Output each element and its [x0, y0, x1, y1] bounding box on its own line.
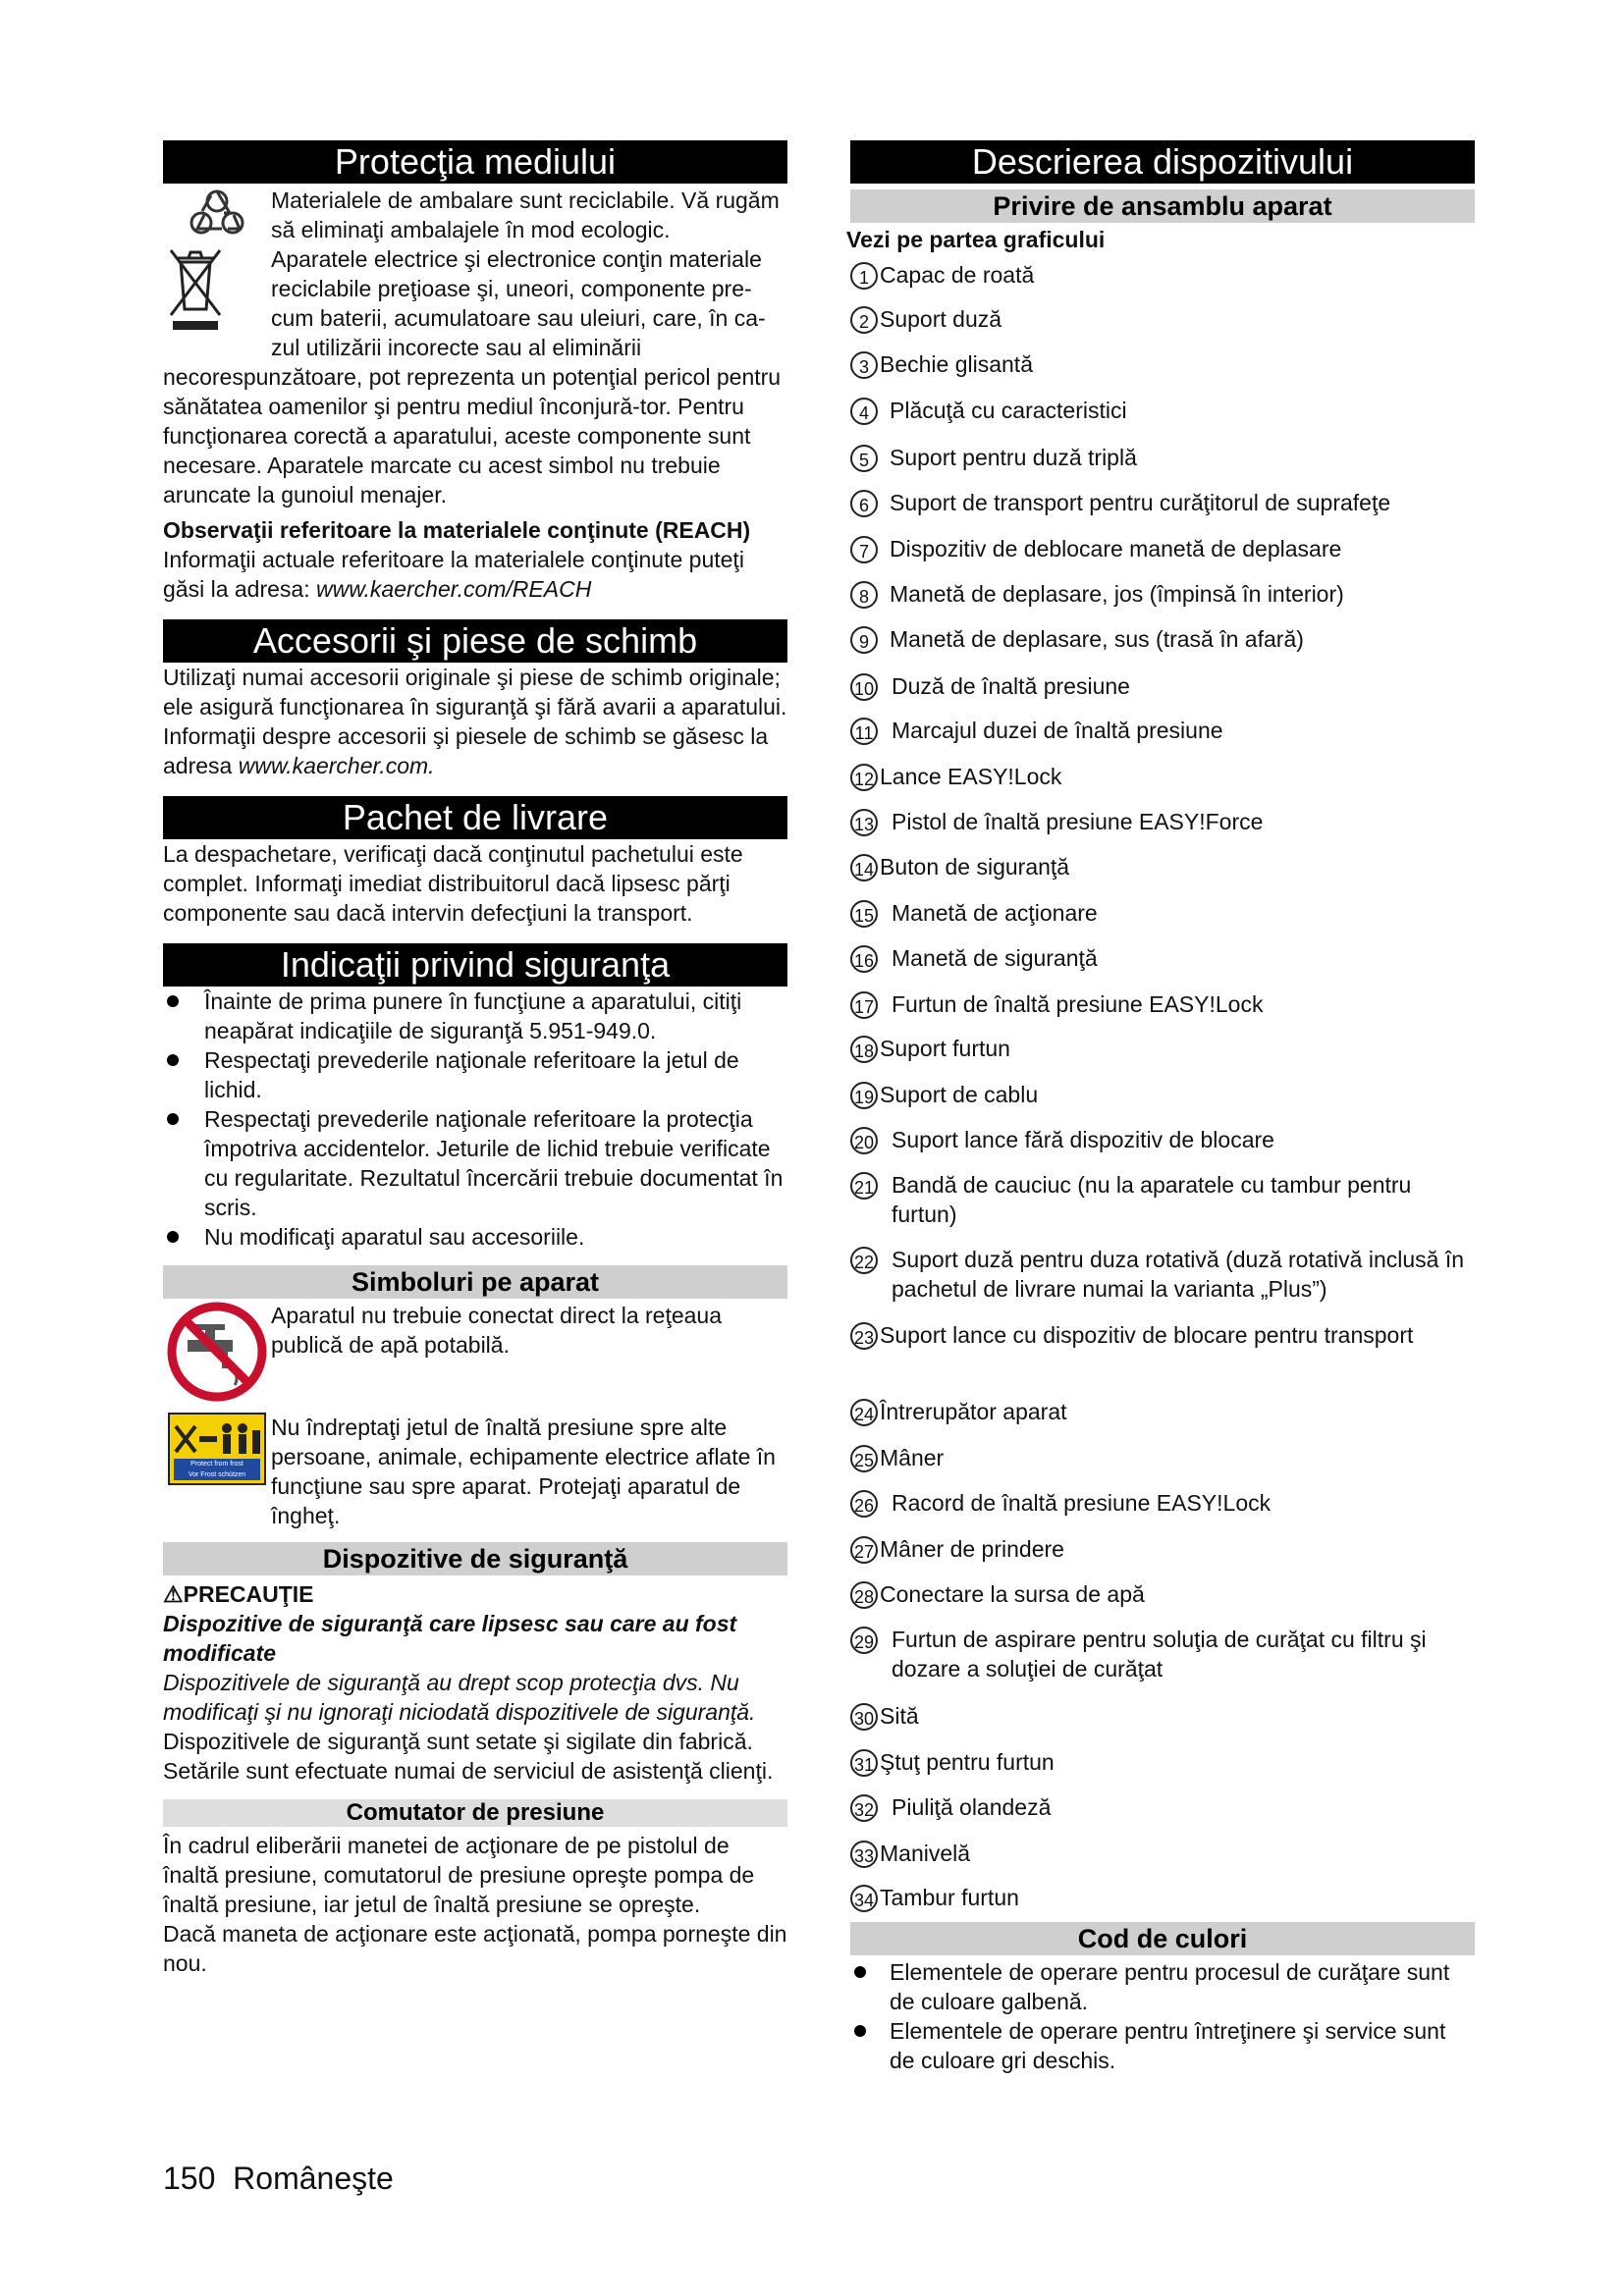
section-title-safety: Indicaţii privind siguranţa	[163, 943, 787, 987]
list-item	[850, 396, 1475, 443]
list-item	[850, 1625, 1475, 1701]
weee-block	[163, 244, 787, 362]
item-label: Suport pentru duză triplă	[890, 445, 1137, 470]
item-label: Buton de siguranţă	[880, 854, 1070, 880]
list-item	[850, 762, 1475, 807]
item-label: Piuliţă olandeză	[892, 1794, 1052, 1820]
item-label: Suport furtun	[880, 1036, 1010, 1061]
item-number: 2	[850, 306, 878, 334]
item-label: Mâner de prindere	[880, 1536, 1064, 1562]
accessories-url-link[interactable]: www.kaercher.com.	[238, 753, 435, 778]
caution-label: PRECAUŢIE	[183, 1581, 314, 1607]
page-footer	[163, 2159, 394, 2198]
item-number: 29	[850, 1627, 878, 1654]
list-item	[850, 260, 1475, 304]
section-title-pressure-switch: Comutator de presiune	[163, 1799, 787, 1827]
item-number: 20	[850, 1127, 878, 1154]
item-label: Întrerupător aparat	[880, 1399, 1067, 1424]
item-label: Dispozitiv de deblocare manetă de deplasare	[890, 536, 1342, 561]
weee-text-bottom: necorespunzătoare, pot reprezenta un potenţial pericol pentru sănătatea oamenilor şi pentru mediul înconjură-tor. Pentru funcţionarea corectă a aparatului, aceste componente sunt necesare. Aparatele marcate cu acest simbol nu trebuie aruncate la gunoiul menajer.	[163, 364, 782, 507]
reach-url-link[interactable]: www.kaercher.com/REACH	[315, 576, 592, 602]
safety-devices-text: Dispozitivele de siguranţă sunt setate şi sigilate din fabrică. Setările sunt efectuate numai de serviciul de asistenţă clienţi.	[163, 1729, 774, 1784]
list-item	[850, 943, 1475, 989]
list-item	[850, 1579, 1475, 1625]
right-column	[846, 140, 1475, 2075]
item-number: 16	[850, 945, 878, 973]
item-number: 11	[850, 718, 878, 745]
item-label: Lance EASY!Lock	[880, 764, 1062, 789]
item-label: Sită	[880, 1703, 919, 1729]
no-drinking-water-icon	[163, 1301, 271, 1403]
item-number: 19	[850, 1082, 878, 1109]
overview-subtitle: Vezi pe partea graficului	[846, 227, 1106, 252]
list-item: Respectaţi prevederile naţionale referitoare la jetul de lichid.	[163, 1045, 787, 1104]
safety-list	[163, 987, 787, 1252]
list-item	[850, 898, 1475, 943]
item-number: 30	[850, 1703, 878, 1731]
item-label: Mâner	[880, 1445, 945, 1470]
item-label: Manetă de deplasare, sus (trasă în afară)	[890, 626, 1304, 652]
component-list	[850, 260, 1475, 1922]
item-number: 18	[850, 1036, 878, 1063]
item-label: Ştuţ pentru furtun	[880, 1749, 1055, 1775]
list-item	[850, 671, 1475, 716]
item-number: 27	[850, 1536, 878, 1564]
item-label: Duză de înaltă presiune	[892, 673, 1130, 699]
item-number: 7	[850, 536, 878, 563]
section-title-device-description: Descrierea dispozitivului	[850, 140, 1475, 184]
item-number: 10	[850, 673, 878, 701]
list-item	[850, 1747, 1475, 1792]
item-label: Manetă de deplasare, jos (împinsă în interior)	[890, 581, 1344, 607]
list-item	[850, 807, 1475, 852]
item-number: 1	[850, 262, 878, 290]
list-item	[850, 1883, 1475, 1922]
item-number: 31	[850, 1749, 878, 1777]
accessories-text-2-body: Informaţii despre accesorii şi piesele de schimb se găsesc la adresa	[163, 723, 769, 778]
list-item: Nu modificaţi aparatul sau accesoriile.	[163, 1222, 787, 1252]
list-item	[850, 1701, 1475, 1747]
item-label: Suport duză	[880, 306, 1002, 332]
item-number: 26	[850, 1490, 878, 1518]
crossed-bin-icon	[163, 244, 228, 362]
reach-text-body: Informaţii actuale referitoare la materialele conţinute puteţi găsi la adresa:	[163, 547, 744, 602]
accessories-text-2	[163, 721, 787, 780]
caution-italic-text: Dispozitivele de siguranţă au drept scop protecţia dvs. Nu modificaţi şi nu ignoraţi niciodată dispozitivele de siguranţă.	[163, 1670, 756, 1725]
list-item	[850, 1125, 1475, 1170]
item-label: Plăcuţă cu caracteristici	[890, 398, 1127, 423]
list-item	[850, 1034, 1475, 1080]
list-item	[850, 1534, 1475, 1579]
list-item	[850, 1080, 1475, 1125]
item-label: Manivelă	[880, 1841, 971, 1866]
item-number: 6	[850, 490, 878, 517]
list-item	[850, 1488, 1475, 1534]
footer-language: Româneşte	[233, 2161, 394, 2196]
item-label: Furtun de aspirare pentru soluţia de curăţat cu filtru şi dozare a soluţiei de curăţat	[892, 1627, 1427, 1682]
item-number: 4	[850, 398, 878, 425]
warning-triangle-icon: ⚠	[163, 1581, 184, 1607]
list-item: Înainte de prima punere în funcţiune a aparatului, citiţi neapărat indicaţiile de siguranţă 5.951-949.0.	[163, 987, 787, 1045]
list-item	[850, 624, 1475, 671]
item-number: 34	[850, 1885, 878, 1912]
item-number: 24	[850, 1399, 878, 1426]
recycle-text: Materialele de ambalare sunt reciclabile. Vă rugăm să eliminaţi ambalajele în mod ecologic.	[271, 187, 780, 242]
color-code-list	[850, 1957, 1475, 2075]
delivery-text: La despachetare, verificaţi dacă conţinutul pachetului este complet. Informaţi imediat distribuitorul dacă lipsesc părţi componente sau dacă intervin defecţiuni la transport.	[163, 841, 743, 926]
item-number: 23	[850, 1322, 878, 1350]
label-line-1: Protect from frost	[190, 1461, 244, 1468]
item-label: Furtun de înaltă presiune EASY!Lock	[892, 991, 1264, 1017]
item-number: 8	[850, 581, 878, 609]
item-label: Pistol de înaltă presiune EASY!Force	[892, 809, 1264, 834]
item-label: Conectare la sursa de apă	[880, 1581, 1145, 1607]
item-label: Tambur furtun	[880, 1885, 1019, 1910]
item-number: 13	[850, 809, 878, 836]
list-item	[850, 488, 1475, 534]
item-label: Manetă de acţionare	[892, 900, 1098, 926]
item-label: Manetă de siguranţă	[892, 945, 1098, 971]
item-label: Suport de transport pentru curăţitorul de suprafeţe	[890, 490, 1391, 515]
item-number: 22	[850, 1247, 878, 1274]
list-item	[850, 304, 1475, 349]
item-label: Bechie glisantă	[880, 351, 1033, 377]
section-title-accessories: Accesorii şi piese de schimb	[163, 619, 787, 663]
list-item	[850, 534, 1475, 579]
recycle-block	[163, 186, 787, 244]
section-title-overview: Privire de ansamblu aparat	[850, 189, 1475, 223]
list-item	[850, 1320, 1475, 1397]
item-number: 15	[850, 900, 878, 928]
list-item	[850, 1245, 1475, 1320]
list-item	[850, 1839, 1475, 1883]
item-label: Suport lance cu dispozitiv de blocare pentru transport	[880, 1322, 1414, 1348]
jet-warning-text: Nu îndreptaţi jetul de înaltă presiune spre alte persoane, animale, echipamente electrice aflate în funcţiune sau spre aparat. Protejaţi aparatul de îngheţ.	[271, 1415, 776, 1528]
accessories-text-1: Utilizaţi numai accesorii originale şi piese de schimb originale; ele asigură funcţionarea în siguranţă şi fără avarii a aparatului.	[163, 665, 787, 720]
item-label: Suport lance fără dispozitiv de blocare	[892, 1127, 1274, 1152]
item-number: 25	[850, 1445, 878, 1472]
section-title-environment: Protecţia mediului	[163, 140, 787, 184]
section-title-delivery: Pachet de livrare	[163, 796, 787, 839]
section-title-symbols: Simboluri pe aparat	[163, 1265, 787, 1299]
weee-text-top: Aparatele electrice şi electronice conţin materiale reciclabile preţioase şi, uneori, componente pre-cum baterii, acumulatoare sau uleiuri, care, în ca-zul utilizării incorecte sau al eliminării	[271, 246, 766, 360]
caution-bold-text: Dispozitive de siguranţă care lipsesc sau care au fost modificate	[163, 1611, 737, 1666]
list-item	[850, 1397, 1475, 1443]
item-number: 14	[850, 854, 878, 881]
item-number: 3	[850, 351, 878, 379]
caution-heading	[163, 1579, 787, 1609]
item-label: Racord de înaltă presiune EASY!Lock	[892, 1490, 1272, 1516]
list-item	[850, 349, 1475, 396]
pressure-switch-text-2: Dacă maneta de acţionare este acţionată, pompa porneşte din nou.	[163, 1921, 787, 1976]
list-item	[850, 852, 1475, 898]
list-item: Elementele de operare pentru procesul de curăţare sunt de culoare galbenă.	[850, 1957, 1475, 2016]
reach-title: Observaţii referitoare la materialele conţinute (REACH)	[163, 517, 751, 543]
item-number: 12	[850, 764, 878, 791]
page-number: 150	[163, 2161, 216, 2196]
label-line-2: Vor Frost schützen	[188, 1471, 246, 1478]
no-drinking-water-block	[163, 1301, 787, 1403]
list-item	[850, 989, 1475, 1034]
list-item	[850, 716, 1475, 762]
section-title-safety-devices: Dispozitive de siguranţă	[163, 1542, 787, 1575]
list-item: Elementele de operare pentru întreţinere şi service sunt de culoare gri deschis.	[850, 2016, 1475, 2075]
item-number: 17	[850, 991, 878, 1019]
item-number: 32	[850, 1794, 878, 1822]
jet-warning-icon	[163, 1413, 271, 1530]
pressure-switch-text-1: În cadrul eliberării manetei de acţionare de pe pistolul de înaltă presiune, comutatorul de presiune opreşte pompa de înaltă presiune, iar jetul de înaltă presiune se opreşte.	[163, 1833, 755, 1917]
item-label: Suport duză pentru duza rotativă (duză rotativă inclusă în pachetul de livrare numai la varianta „Plus”)	[892, 1247, 1465, 1302]
jet-warning-block	[163, 1413, 787, 1530]
item-number: 28	[850, 1581, 878, 1609]
list-item	[850, 579, 1475, 624]
item-label: Marcajul duzei de înaltă presiune	[892, 718, 1223, 743]
item-number: 9	[850, 626, 878, 654]
no-drinking-water-text: Aparatul nu trebuie conectat direct la reţeaua publică de apă potabilă.	[271, 1303, 723, 1358]
reach-text	[163, 545, 787, 604]
list-item	[850, 1443, 1475, 1488]
list-item	[850, 1170, 1475, 1245]
section-title-color-code: Cod de culori	[850, 1922, 1475, 1955]
item-number: 5	[850, 445, 878, 472]
recycle-icon	[163, 186, 271, 244]
item-number: 33	[850, 1841, 878, 1868]
item-number: 21	[850, 1172, 878, 1200]
list-item	[850, 1792, 1475, 1839]
item-label: Capac de roată	[880, 262, 1035, 288]
list-item	[850, 443, 1475, 488]
left-column	[163, 140, 787, 1978]
item-label: Bandă de cauciuc (nu la aparatele cu tambur pentru furtun)	[892, 1172, 1412, 1227]
item-label: Suport de cablu	[880, 1082, 1039, 1107]
list-item: Respectaţi prevederile naţionale referitoare la protecţia împotriva accidentelor. Jeturile de lichid trebuie verificate cu regularitate. Rezultatul încercării trebuie documentat în scris.	[163, 1104, 787, 1222]
